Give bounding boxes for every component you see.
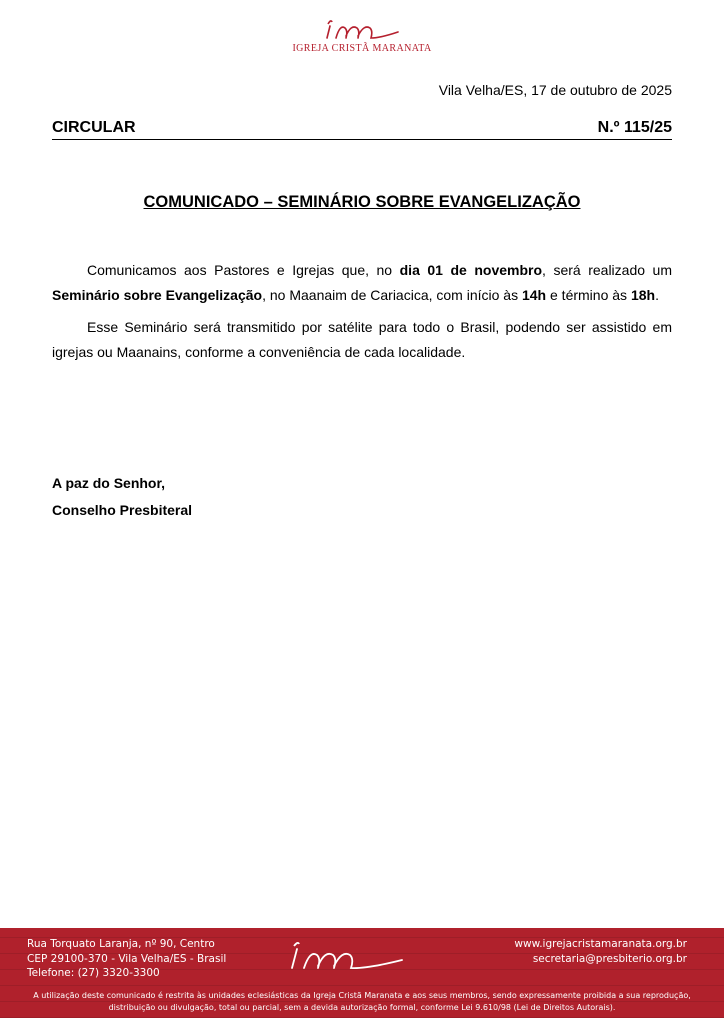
logo-text: IGREJA CRISTÃ MARANATA: [292, 43, 432, 54]
date-line: Vila Velha/ES, 17 de outubro de 2025: [438, 82, 672, 98]
p1-text-2: , será realizado um: [542, 262, 673, 278]
p1-start-time: 14h: [521, 287, 547, 303]
circular-number: N.º 115/25: [597, 119, 672, 136]
circular-label: CIRCULAR: [52, 119, 136, 136]
paragraph-2: Esse Seminário será transmitido por satélite para todo o Brasil, podendo ser assistido em igrejas ou Maanains, conforme a conveniência de cada localidade.: [52, 319, 672, 360]
website-link[interactable]: www.igrejacristamaranata.org.br: [514, 938, 687, 950]
closing-greeting: A paz do Senhor,: [52, 475, 166, 491]
document-title: COMUNICADO – SEMINÁRIO SOBRE EVANGELIZAÇÃO: [143, 193, 581, 211]
email-link[interactable]: secretaria@presbiterio.org.br: [532, 952, 687, 965]
address-line-2: CEP 29100-370 - Vila Velha/ES - Brasil: [27, 952, 227, 965]
p1-date: dia 01 de novembro: [399, 262, 543, 278]
paragraph-1: [52, 258, 672, 308]
p1-seminar-name: Seminário sobre Evangelização: [52, 287, 263, 303]
footer: [0, 928, 724, 1018]
closing-signature: Conselho Presbiteral: [52, 502, 193, 518]
im-logo-icon: [322, 16, 402, 42]
circular-header: [52, 119, 672, 140]
copyright-notice: A utilização deste comunicado é restrita às unidades eclesiásticas da Igreja Cristã Maranata e aos seus membros, sendo expressamente proibida a sua reprodução, distribuição ou divulgação, total ou parcial, sem a devida autorização formal, conforme Lei 9.610/98 (Lei de Direitos Autorais).: [33, 991, 691, 1012]
footer-contact: [514, 937, 687, 966]
p1-text-5: .: [655, 287, 659, 303]
phone: Telefone: (27) 3320-3300: [27, 967, 160, 979]
footer-im-logo-icon: [286, 940, 406, 974]
closing: [52, 470, 192, 524]
address-line-1: Rua Torquato Laranja, nº 90, Centro: [27, 938, 215, 950]
p1-end-time: 18h: [630, 287, 656, 303]
p1-text-4: e término às: [546, 287, 631, 303]
document-body: [52, 258, 672, 372]
footer-address: [27, 937, 226, 981]
p1-text-3: , no Maanaim de Cariacica, com início às: [262, 287, 522, 303]
p1-text-1: Comunicamos aos Pastores e Igrejas que, no: [87, 262, 400, 278]
header-logo: [0, 16, 724, 54]
